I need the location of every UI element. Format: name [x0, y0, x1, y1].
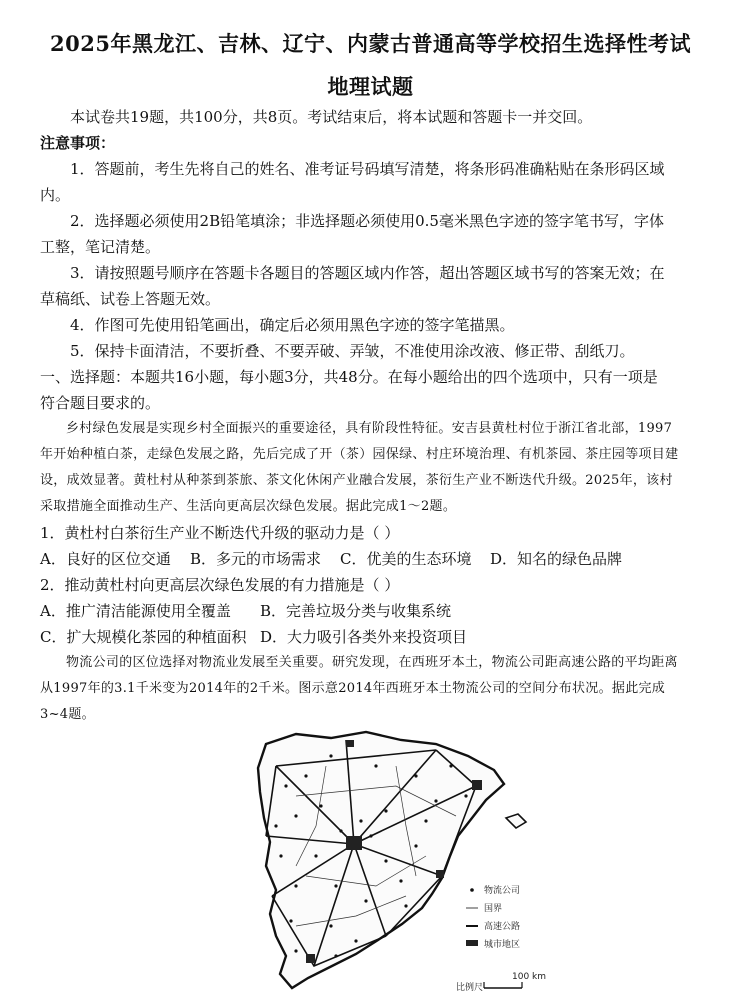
balearic-islands: [506, 814, 526, 828]
notice-item: 内。: [40, 186, 71, 204]
notice-heading: 注意事项：: [40, 134, 116, 152]
section-heading-cont: 符合题目要求的。: [40, 394, 161, 412]
urban-area-bilbao: [346, 740, 354, 747]
passage-line: 物流公司的区位选择对物流业发展至关重要。研究发现，在西班牙本土，物流公司距高速公路的平均距离: [66, 655, 678, 670]
scale-value: 100 km: [512, 972, 547, 982]
question-2-stem: 2．推动黄杜村向更高层次绿色发展的有力措施是（ ）: [40, 576, 400, 594]
notice-item: 4．作图可先使用铅笔画出，确定后必须用黑色字迹的签字笔描黑。: [70, 316, 515, 334]
q1-option-d[interactable]: D．知名的绿色品牌: [490, 550, 623, 568]
urban-area-madrid: [346, 836, 362, 850]
legend-dot-symbol: [470, 888, 474, 892]
q2-option-c[interactable]: C．扩大规模化茶园的种植面积: [40, 628, 247, 646]
question-1-options: [40, 546, 720, 572]
urban-area-barcelona: [472, 780, 482, 790]
legend-urban: 城市地区: [484, 940, 521, 950]
intro-text: 本试卷共19题，共100分，共8页。考试结束后，将本试题和答题卡一并交回。: [70, 108, 593, 126]
passage-line: 设，成效显著。黄杜村从种茶到茶旅、茶文化休闲产业融合发展，茶衍生产业不断迭代升级。2025年，该村: [40, 473, 673, 488]
question-2-options-row1: [40, 598, 720, 624]
notice-item: 工整，笔记清楚。: [40, 238, 161, 256]
notice-item: 草稿纸、试卷上答题无效。: [40, 290, 221, 308]
q2-option-b[interactable]: B．完善垃圾分类与收集系统: [260, 602, 452, 620]
passage-line: 乡村绿色发展是实现乡村全面振兴的重要途径，具有阶段性特征。安吉县黄杜村位于浙江省北部，1997: [66, 421, 673, 436]
notice-item: 1．答题前，考生先将自己的姓名、准考证号码填写清楚，将条形码准确粘贴在条形码区域: [70, 160, 665, 178]
notice-item: 3．请按照题号顺序在答题卡各题目的答题区域内作答，超出答题区域书写的答案无效；在: [70, 264, 665, 282]
legend-urban-symbol: [466, 940, 478, 946]
section-heading: 一、选择题：本题共16小题，每小题3分，共48分。在每小题给出的四个选项中，只有一项是: [40, 368, 658, 386]
legend-highway: 高速公路: [484, 922, 521, 932]
spain-map-svg: [236, 726, 558, 992]
passage-line: 采取措施全面推动生产、生活向更高层次绿色发展。据此完成1～2题。: [40, 499, 457, 514]
spain-logistics-map: [236, 726, 558, 992]
question-2-options-row2: [40, 624, 720, 650]
scale-label: 比例尺: [456, 983, 484, 993]
q1-option-b[interactable]: B．多元的市场需求: [190, 550, 322, 568]
spain-outline: [258, 732, 504, 988]
q1-option-c[interactable]: C．优美的生态环境: [340, 550, 472, 568]
exam-title: 2025年黑龙江、吉林、辽宁、内蒙古普通高等学校招生选择性考试: [50, 31, 691, 56]
notice-item: 5．保持卡面清洁，不要折叠、不要弄破、弄皱，不准使用涂改液、修正带、刮纸刀。: [70, 342, 635, 360]
urban-area-sevilla: [306, 954, 315, 963]
legend-logistics: 物流公司: [484, 886, 521, 896]
q1-option-a[interactable]: A．良好的区位交通: [40, 550, 171, 568]
notice-item: 2．选择题必须使用2B铅笔填涂；非选择题必须使用0.5毫米黑色字迹的签字笔书写，字体: [70, 212, 664, 230]
q2-option-a[interactable]: A．推广清洁能源使用全覆盖: [40, 602, 231, 620]
passage-line: 3~4题。: [40, 707, 95, 722]
passage-line: 年开始种植白茶，走绿色发展之路，先后完成了开（茶）园保绿、村庄环境治理、有机茶园、茶庄园等项目建: [40, 447, 679, 462]
exam-subtitle: 地理试题: [327, 74, 414, 99]
question-1-stem: 1．黄杜村白茶衍生产业不断迭代升级的驱动力是（ ）: [40, 524, 400, 542]
passage-line: 从1997年的3.1千米变为2014年的2千米。图示意2014年西班牙本土物流公司的空间分布状况。据此完成: [40, 681, 666, 696]
urban-area-valencia: [436, 870, 444, 878]
legend-border: 国界: [484, 904, 503, 914]
q2-option-d[interactable]: D．大力吸引各类外来投资项目: [260, 628, 468, 646]
